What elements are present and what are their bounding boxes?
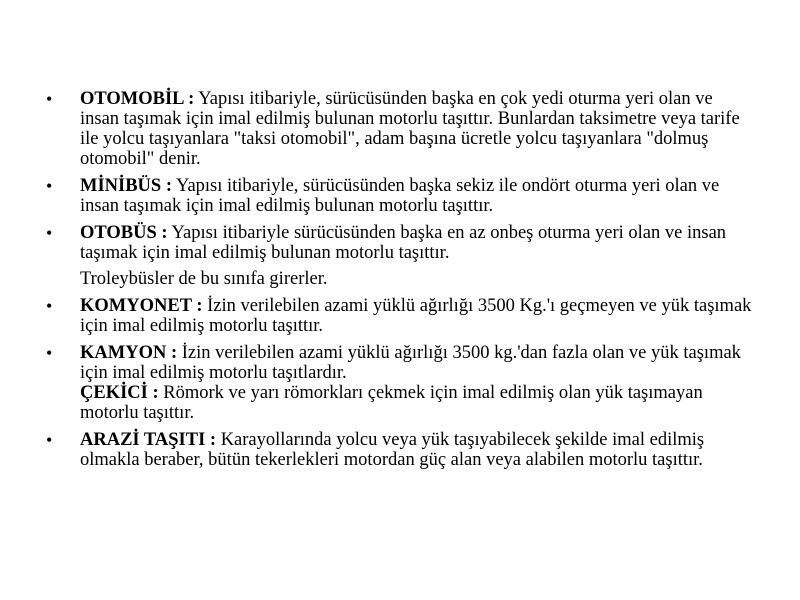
definition-text: İzin verilebilen azami yüklü ağırlığı 3500 Kg.'ı geçmeyen ve yük taşımak için imal edilmiş motorlu taşıttır. bbox=[80, 296, 752, 336]
term-label: OTOBÜS : bbox=[80, 223, 168, 243]
term-label: MİNİBÜS : bbox=[80, 176, 172, 196]
definition-text: Yapısı itibariyle sürücüsünden başka en az onbeş oturma yeri olan ve insan taşımak için imal edilmiş bulunan motorlu taşıttır. bbox=[80, 223, 727, 263]
vehicle-definitions-list bbox=[0, 89, 756, 470]
sub-term-label: ÇEKİCİ : bbox=[80, 383, 159, 403]
term-label: KOMYONET : bbox=[80, 296, 203, 316]
bullet-icon: • bbox=[46, 176, 53, 196]
bullet-icon: • bbox=[46, 430, 53, 450]
list-item-otomobil bbox=[46, 89, 756, 169]
cekici-subline bbox=[80, 383, 756, 423]
list-item-kamyon bbox=[46, 343, 756, 423]
list-item-komyonet bbox=[46, 296, 756, 336]
list-item-minibus bbox=[46, 176, 756, 216]
bullet-icon: • bbox=[46, 343, 53, 363]
term-label: ARAZİ TAŞITI : bbox=[80, 430, 217, 450]
definition-text: Yapısı itibariyle, sürücüsünden başka en çok yedi oturma yeri olan ve insan taşımak için imal edilmiş bulunan motorlu taşıttır. Bunlardan taksimetre veya tarife ile yolcu taşıyanlara "taksi otomobil", adam başına ücretle yolcu taşıyanlara "dolmuş otomobil" denir. bbox=[80, 89, 740, 169]
bullet-icon: • bbox=[46, 296, 53, 316]
list-item-otobus bbox=[46, 223, 756, 289]
term-label: KAMYON : bbox=[80, 343, 178, 363]
bullet-icon: • bbox=[46, 89, 53, 109]
definition-text: İzin verilebilen azami yüklü ağırlığı 3500 kg.'dan fazla olan ve yük taşımak için imal edilmiş motorlu taşıtlardır. bbox=[80, 343, 741, 383]
definition-text: Yapısı itibariyle, sürücüsünden başka sekiz ile ondört oturma yeri olan ve insan taşımak için imal edilmiş bulunan motorlu taşıttır. bbox=[80, 176, 720, 216]
note-text: Troleybüsler de bu sınıfa girerler. bbox=[80, 269, 328, 289]
definition-text: Karayollarında yolcu veya yük taşıyabilecek şekilde imal edilmiş olmakla beraber, bütün tekerlekleri motordan güç alan veya alabilen motorlu taşıttır. bbox=[80, 430, 705, 470]
term-label: OTOMOBİL : bbox=[80, 89, 195, 109]
sub-definition-text: Römork ve yarı römorkları çekmek için imal edilmiş olan yük taşımayan motorlu taşıttır. bbox=[80, 383, 703, 423]
bullet-icon: • bbox=[46, 223, 53, 243]
list-item-arazi-tasiti bbox=[46, 430, 756, 470]
